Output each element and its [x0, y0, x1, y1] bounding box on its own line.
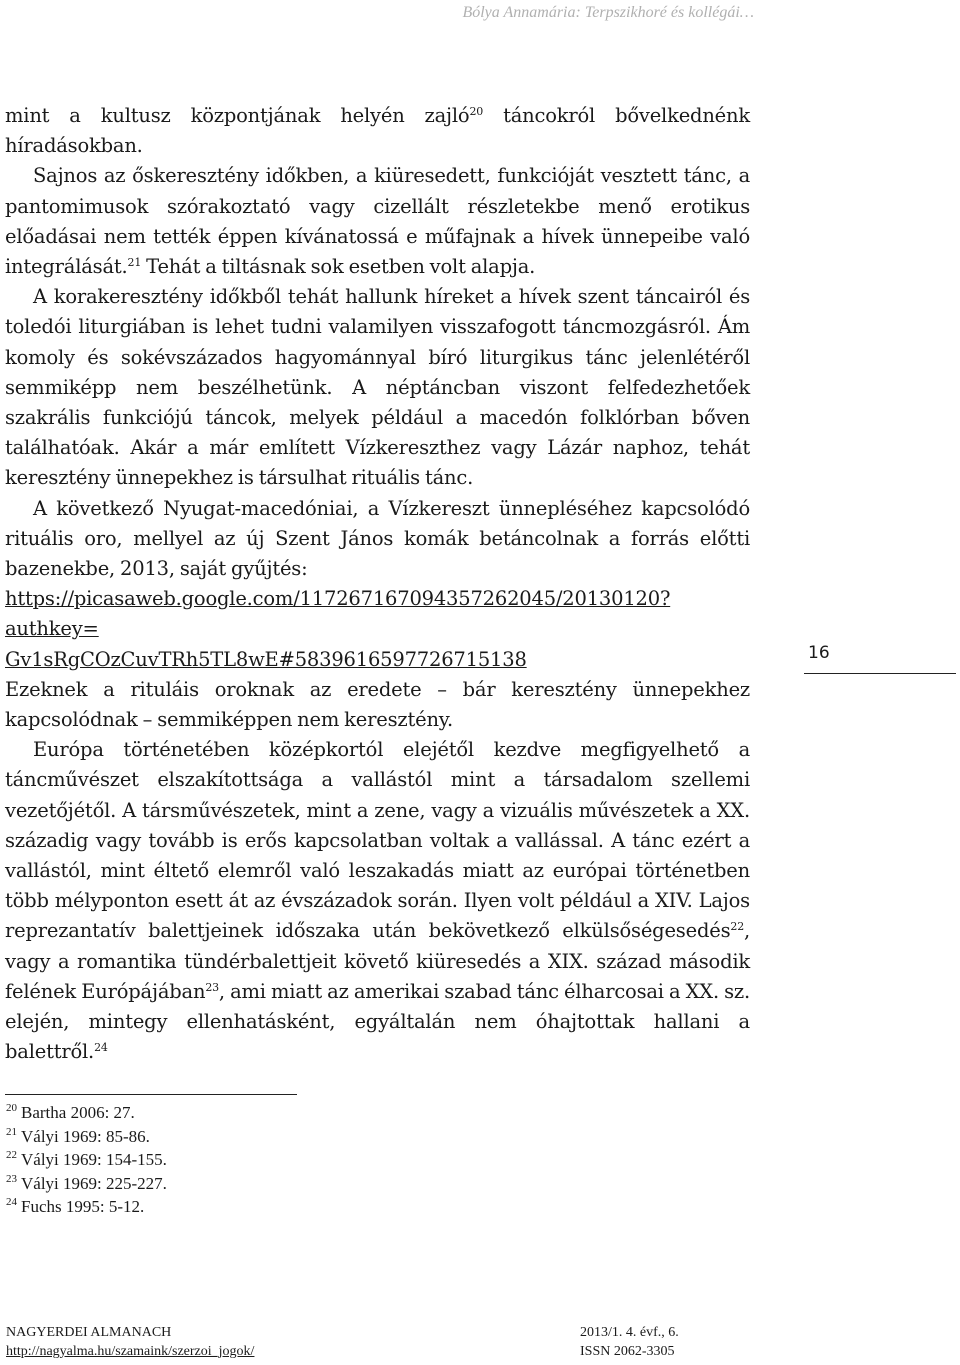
- footnote-23: [6, 1172, 167, 1196]
- footnote-number: 24: [6, 1196, 17, 1208]
- footnote-text: Vályi 1969: 85-86.: [21, 1126, 150, 1146]
- paragraph-1: [5, 101, 750, 161]
- article-body: [5, 101, 750, 1068]
- paragraph-3: [5, 282, 750, 493]
- footnote-22: [6, 1148, 167, 1172]
- issue-info: 2013/1. 4. évf., 6.: [580, 1325, 679, 1340]
- footnote-text: Bartha 2006: 27.: [21, 1103, 135, 1122]
- footnote-number: 23: [6, 1172, 17, 1185]
- page-number: 16: [808, 643, 830, 663]
- footnote-number: 22: [6, 1149, 17, 1161]
- picasa-link[interactable]: [5, 587, 670, 670]
- page-footer: [6, 1323, 686, 1361]
- footnotes: [6, 1101, 167, 1219]
- paragraph-text: Ezeknek a rituláis oroknak az eredete – bár keresztény ünnepekhez kapcsolódnak – semmiképpen nem keresztény.: [5, 677, 750, 732]
- paragraph-5: [5, 675, 750, 735]
- paragraph-text: Európa történetében középkortól elejétől kezdve megfigyelhető a táncművészet elszakítottsága a vallástól mint a társadalom szellemi vezetőjétől. A társművészetek, mint a zene, vagy a vizuális művészetek a XX. századig vagy tovább is erős kapcsolatban voltak a vallással. A tánc ezért a vallástól, mint éltető elemről való leszakadás miatt az európai történetben több mélyponton esett át az évszázadok során. Ilyen volt például a XIV. Lajos reprezantatív balettjeinek időszaka után bekövetkező elkülsőségesedés: [5, 738, 750, 943]
- paragraph-text: A következő Nyugat-macedóniai, a Vízkereszt ünnepléséhez kapcsolódó rituális oro, mellyel az új Szent János komák betáncolnak a forrás előtti bazenekbe, 2013, saját gyűjtés:: [5, 496, 750, 581]
- journal-name: NAGYERDEI ALMANACH: [6, 1325, 172, 1340]
- copyright-link[interactable]: http://nagyalma.hu/szamaink/szerzoi_jogok/: [6, 1344, 255, 1359]
- page-number-rule: [804, 673, 956, 674]
- paragraph-text: Sajnos az őskeresztény időkben, a kiüresedett, funkcióját vesztett tánc, a pantomimusok szórakoztató vagy cizellált részletekbe menő erotikus előadásai nem tették éppen kívánatossá e műfajnak a hívek ünnepeibe való integrálását.: [5, 164, 750, 279]
- running-header: Bólya Annamária: Terpszikhoré és kollégái…: [462, 4, 754, 21]
- paragraph-text: , ami miatt az amerikai szabad tánc élharcosai a XX. sz. elején, mintegy ellenhatásként, egyáltalán nem óhajtottak hallani a balettről.: [5, 979, 750, 1064]
- paragraph-text: Tehát a tiltásnak sok esetben volt alapja.: [141, 255, 536, 279]
- paragraph-text: A korakeresztény időkből tehát hallunk híreket a hívek szent táncairól és toledói liturgiában is lehet tudni valamilyen visszafogott táncmozgásról. Ám komoly és sokévszázados hagyománnyal bíró liturgikus tánc jelenlétéről semmiképp nem beszélhetünk. A néptáncban viszont felfedezhetőek szakrális funkciójú táncok, melyek például a macedón folklórban bőven találhatóak. Akár a már említett Vízkereszthez vagy Lázár naphoz, tehát keresztény ünnepekhez is társulhat rituális tánc.: [5, 285, 750, 490]
- link-line-1[interactable]: https://picasaweb.google.com/117267167094357262045/20130120?authkey=: [5, 587, 671, 641]
- footnote-separator: [5, 1094, 297, 1095]
- footnote-text: Vályi 1969: 225-227.: [21, 1173, 167, 1193]
- paragraph-text: mint a kultusz központjának helyén zajló: [5, 104, 470, 127]
- paragraph-2: [5, 161, 750, 282]
- paragraph-text: , vagy a romantika tündérbalettjeit követő kiüresedés a XIX. század második felének Európájában: [5, 919, 750, 1003]
- footnote-ref-23[interactable]: 23: [205, 980, 219, 994]
- footnote-21: [6, 1125, 167, 1149]
- footer-row-1: [6, 1323, 686, 1342]
- footnote-20: [6, 1101, 167, 1125]
- footnote-ref-24[interactable]: 24: [94, 1041, 108, 1055]
- paragraph-text: táncokról bővelkednénk híradásokban.: [5, 104, 750, 158]
- link-line-2[interactable]: Gv1sRgCOzCuvTRh5TL8wE#5839616597726715138: [5, 647, 527, 671]
- footnote-ref-20[interactable]: 20: [469, 105, 484, 118]
- footer-row-2: [6, 1342, 686, 1361]
- footnote-number: 21: [6, 1125, 17, 1138]
- footnote-ref-22[interactable]: 22: [730, 920, 744, 934]
- paragraph-6: [5, 735, 750, 1067]
- footnote-number: 20: [6, 1102, 17, 1114]
- issn: ISSN 2062-3305: [580, 1344, 675, 1359]
- footnote-24: [6, 1195, 167, 1219]
- footnote-ref-21[interactable]: 21: [127, 256, 142, 270]
- paragraph-4: [5, 494, 750, 675]
- footnote-text: Fuchs 1995: 5-12.: [21, 1197, 145, 1216]
- footnote-text: Vályi 1969: 154-155.: [21, 1150, 167, 1169]
